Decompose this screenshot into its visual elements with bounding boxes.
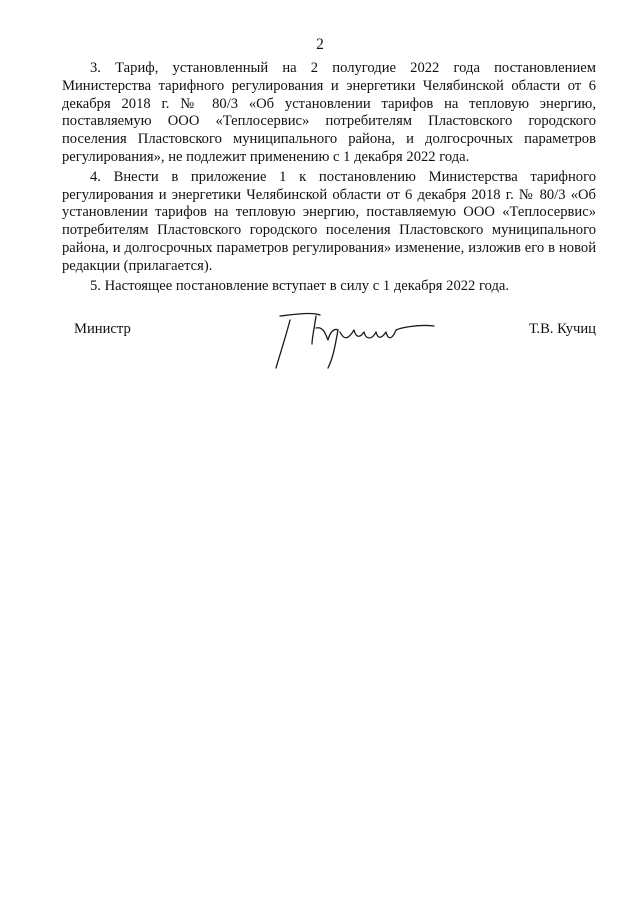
- paragraph-5: 5. Настоящее постановление вступает в силу с 1 декабря 2022 года.: [90, 277, 510, 294]
- document-body: [62, 60, 596, 295]
- signer-name: Т.В. Кучиц: [528, 321, 596, 337]
- signer-title: Министр: [74, 321, 131, 337]
- paragraph-3: 3. Тариф, установленный на 2 полугодие 2022 года постановлением Министерства тарифного регулирования и энергетики Челябинской области от 6 декабря 2018 г. № 80/3 «Об установлении тарифов на тепловую энергию, поставляемую ООО «Теплосервис» потребителям Пластовского городского поселения Пластовского муниципального района, и долгосрочных параметров регулирования», не подлежит применению с 1 декабря 2022 года.: [62, 60, 596, 165]
- handwritten-signature: [268, 306, 438, 376]
- signature-block: [62, 306, 596, 386]
- page-number: 2: [316, 36, 324, 53]
- paragraph-4: 4. Внести в приложение 1 к постановлению Министерства тарифного регулирования и энергетики Челябинской области от 6 декабря 2018 г. № 80/3 «Об установлении тарифов на тепловую энергию, поставляемую ООО «Теплосервис» потребителям Пластовского городского поселения Пластовского муниципального района, и долгосрочных параметров регулирования» изменение, изложив его в новой редакции (прилагается).: [62, 168, 596, 274]
